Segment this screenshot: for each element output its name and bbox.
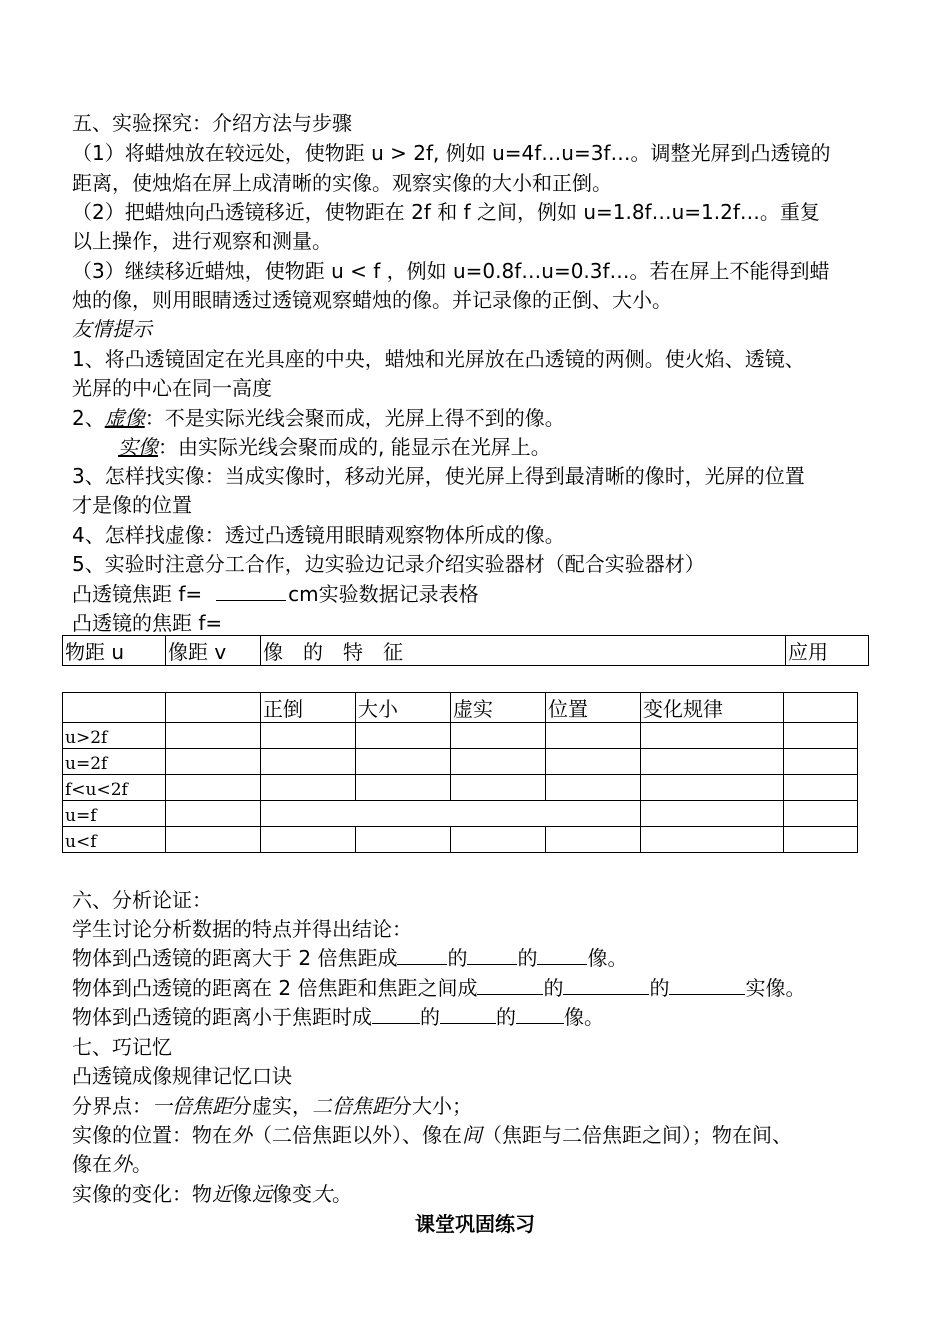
table-row: [63, 827, 858, 853]
real-image-term: 实像: [118, 435, 158, 459]
blank[interactable]: [563, 976, 649, 995]
rhyme-emphasis: 二倍焦距: [312, 1094, 392, 1118]
rhyme-line1: [72, 1094, 472, 1118]
section5-title: 五、实验探究：介绍方法与步骤: [72, 111, 352, 135]
focal-blank[interactable]: [216, 582, 286, 601]
rhyme-text: 实像的变化：物: [72, 1182, 212, 1206]
table-row: [63, 775, 858, 801]
step1-line1: （1）将蜡烛放在较远处，使物距 u > 2f, 例如 u=4f…u=3f…。调整光屏到凸透镜的: [72, 141, 831, 165]
col-object-distance: 物距 u: [63, 636, 166, 666]
table-cell[interactable]: [546, 827, 641, 853]
table-cell[interactable]: [451, 827, 546, 853]
header-upright: 正倒: [261, 693, 356, 723]
blank[interactable]: [397, 946, 447, 965]
step1-line2: 距离，使烛焰在屏上成清晰的实像。观察实像的大小和正倒。: [72, 171, 612, 195]
conclusion-1: [72, 946, 627, 970]
header-cell: [166, 693, 261, 723]
connector: 的: [447, 946, 468, 970]
exercise-heading: 课堂巩固练习: [415, 1212, 535, 1236]
virtual-image-term: 虚像: [104, 406, 145, 430]
rhyme-emphasis: 大: [312, 1182, 332, 1206]
table-cell[interactable]: [261, 775, 356, 801]
tip2-real: [118, 435, 551, 459]
table-cell[interactable]: [166, 775, 261, 801]
table-row: [63, 801, 858, 827]
table-cell[interactable]: [166, 827, 261, 853]
table-cell[interactable]: [784, 749, 858, 775]
rhyme-line2: [72, 1123, 792, 1147]
focal-label: 凸透镜焦距 f=: [72, 582, 203, 606]
table-cell[interactable]: [356, 775, 451, 801]
rhyme-emphasis: 远: [252, 1182, 272, 1206]
table-cell[interactable]: [261, 723, 356, 749]
tip5: 5、实验时注意分工合作，边实验边记录介绍实验器材（配合实验器材）: [72, 552, 705, 576]
connector: 的: [496, 1005, 516, 1029]
table-cell[interactable]: [451, 749, 546, 775]
conclusion-1-text: 物体到凸透镜的距离大于 2 倍焦距成: [72, 946, 398, 970]
connector: 的: [420, 1005, 440, 1029]
tip1-line1: 1、将凸透镜固定在光具座的中央，蜡烛和光屏放在凸透镜的两侧。使火焰、透镜、: [72, 347, 805, 371]
header-position: 位置: [546, 693, 641, 723]
table-cell[interactable]: [261, 827, 356, 853]
table-row: [63, 723, 858, 749]
table-cell[interactable]: [546, 749, 641, 775]
section6-title: 六、分析论证：: [72, 888, 212, 912]
connector: 的: [649, 976, 670, 1000]
blank[interactable]: [467, 946, 517, 965]
suffix: 像。: [587, 946, 628, 970]
real-image-def: ：由实际光线会聚而成的, 能显示在光屏上。: [158, 435, 551, 459]
col-image-features: 像 的 特 征: [261, 636, 786, 666]
row-label: u>2f: [63, 723, 166, 749]
table-cell[interactable]: [356, 723, 451, 749]
table-cell[interactable]: [784, 801, 858, 827]
header-size: 大小: [356, 693, 451, 723]
rhyme-text: （二倍焦距以外）、像在: [252, 1123, 462, 1147]
suffix: 像。: [564, 1005, 604, 1029]
rhyme-text: 像在: [72, 1152, 112, 1176]
tip2-virtual: [72, 406, 565, 430]
rhyme-line2-cont: [72, 1152, 152, 1176]
col-application: 应用: [786, 636, 869, 666]
tips-title: 友情提示: [72, 317, 152, 341]
conclusion-3-text: 物体到凸透镜的距离小于焦距时成: [72, 1005, 372, 1029]
step3-line2: 烛的像，则用眼睛透过透镜观察蜡烛的像。并记录像的正倒、大小。: [72, 288, 672, 312]
rhyme-emphasis: 外: [232, 1123, 252, 1147]
table-row: [63, 749, 858, 775]
virtual-image-def: ：不是实际光线会聚而成，光屏上得不到的像。: [144, 406, 565, 430]
table-cell[interactable]: [641, 827, 784, 853]
rhyme-title: 凸透镜成像规律记忆口诀: [72, 1064, 292, 1088]
table-cell[interactable]: [641, 801, 784, 827]
row-label: u<f: [63, 827, 166, 853]
table-cell[interactable]: [356, 749, 451, 775]
rhyme-text: 。: [332, 1182, 352, 1206]
table-cell[interactable]: [784, 827, 858, 853]
rhyme-emphasis: 间: [462, 1123, 482, 1147]
rhyme-text: 分虚实，: [232, 1094, 312, 1118]
table-cell[interactable]: [261, 749, 356, 775]
section7-title: 七、巧记忆: [72, 1035, 172, 1059]
focal-length-label-2: 凸透镜的焦距 f=: [72, 611, 223, 635]
focal-length-line: [72, 582, 479, 606]
section6-intro: 学生讨论分析数据的特点并得出结论：: [72, 917, 412, 941]
row-label: f<u<2f: [63, 775, 166, 801]
rhyme-emphasis: 一倍焦距: [152, 1094, 232, 1118]
blank[interactable]: [537, 946, 587, 965]
table-cell[interactable]: [451, 775, 546, 801]
table-cell[interactable]: [451, 723, 546, 749]
connector: 的: [517, 946, 538, 970]
step3-line1: （3）继续移近蜡烛，使物距 u < f ，例如 u=0.8f…u=0.3f…。若在屏上不能得到蜡: [72, 259, 830, 283]
blank[interactable]: [516, 1005, 564, 1024]
table-merged-cell[interactable]: [261, 801, 641, 827]
table-cell[interactable]: [641, 749, 784, 775]
blank[interactable]: [477, 976, 543, 995]
suffix: 实像。: [745, 976, 806, 1000]
step2-line1: （2）把蜡烛向凸透镜移近，使物距在 2f 和 f 之间，例如 u=1.8f…u=1.2f…。重复: [72, 200, 820, 224]
data-table: [62, 692, 858, 853]
rhyme-text: 像变: [272, 1182, 312, 1206]
header-change-rule: 变化规律: [641, 693, 784, 723]
connector: 的: [543, 976, 564, 1000]
rhyme-emphasis: 外: [112, 1152, 132, 1176]
table-header-bar: [62, 635, 869, 666]
rhyme-emphasis: 近: [212, 1182, 232, 1206]
rhyme-text: （焦距与二倍焦距之间）；物在间、: [482, 1123, 792, 1147]
table-cell[interactable]: [784, 775, 858, 801]
rhyme-text: 分界点：: [72, 1094, 152, 1118]
focal-unit-caption: cm实验数据记录表格: [288, 582, 479, 606]
tip4: 4、怎样找虚像：透过凸透镜用眼睛观察物体所成的像。: [72, 523, 565, 547]
conclusion-3: [72, 1005, 604, 1029]
row-label: u=f: [63, 801, 166, 827]
rhyme-line3: [72, 1182, 352, 1206]
tip3-line1: 3、怎样找实像：当成实像时，移动光屏，使光屏上得到最清晰的像时，光屏的位置: [72, 464, 805, 488]
conclusion-2: [72, 976, 805, 1000]
table-cell[interactable]: [546, 723, 641, 749]
row-label: u=2f: [63, 749, 166, 775]
table-cell[interactable]: [641, 723, 784, 749]
tip3-line2: 才是像的位置: [72, 493, 192, 517]
header-real-virtual: 虚实: [451, 693, 546, 723]
blank[interactable]: [669, 976, 745, 995]
col-image-distance: 像距 v: [166, 636, 261, 666]
tip2-num: 2、: [72, 406, 105, 430]
rhyme-text: 像: [232, 1182, 252, 1206]
blank[interactable]: [372, 1005, 420, 1024]
table-cell[interactable]: [166, 723, 261, 749]
table-cell[interactable]: [166, 801, 261, 827]
table-cell[interactable]: [356, 827, 451, 853]
table-cell[interactable]: [641, 775, 784, 801]
table-header-row: [63, 693, 858, 723]
header-cell: [784, 693, 858, 723]
table-cell[interactable]: [546, 775, 641, 801]
step2-line2: 以上操作，进行观察和测量。: [72, 229, 332, 253]
header-cell: [63, 693, 166, 723]
table-cell[interactable]: [784, 723, 858, 749]
conclusion-2-text: 物体到凸透镜的距离在 2 倍焦距和焦距之间成: [72, 976, 478, 1000]
blank[interactable]: [440, 1005, 496, 1024]
table-cell[interactable]: [166, 749, 261, 775]
rhyme-text: 实像的位置：物在: [72, 1123, 232, 1147]
tip1-line2: 光屏的中心在同一高度: [72, 376, 272, 400]
rhyme-text: 分大小；: [392, 1094, 472, 1118]
rhyme-text: 。: [132, 1152, 152, 1176]
